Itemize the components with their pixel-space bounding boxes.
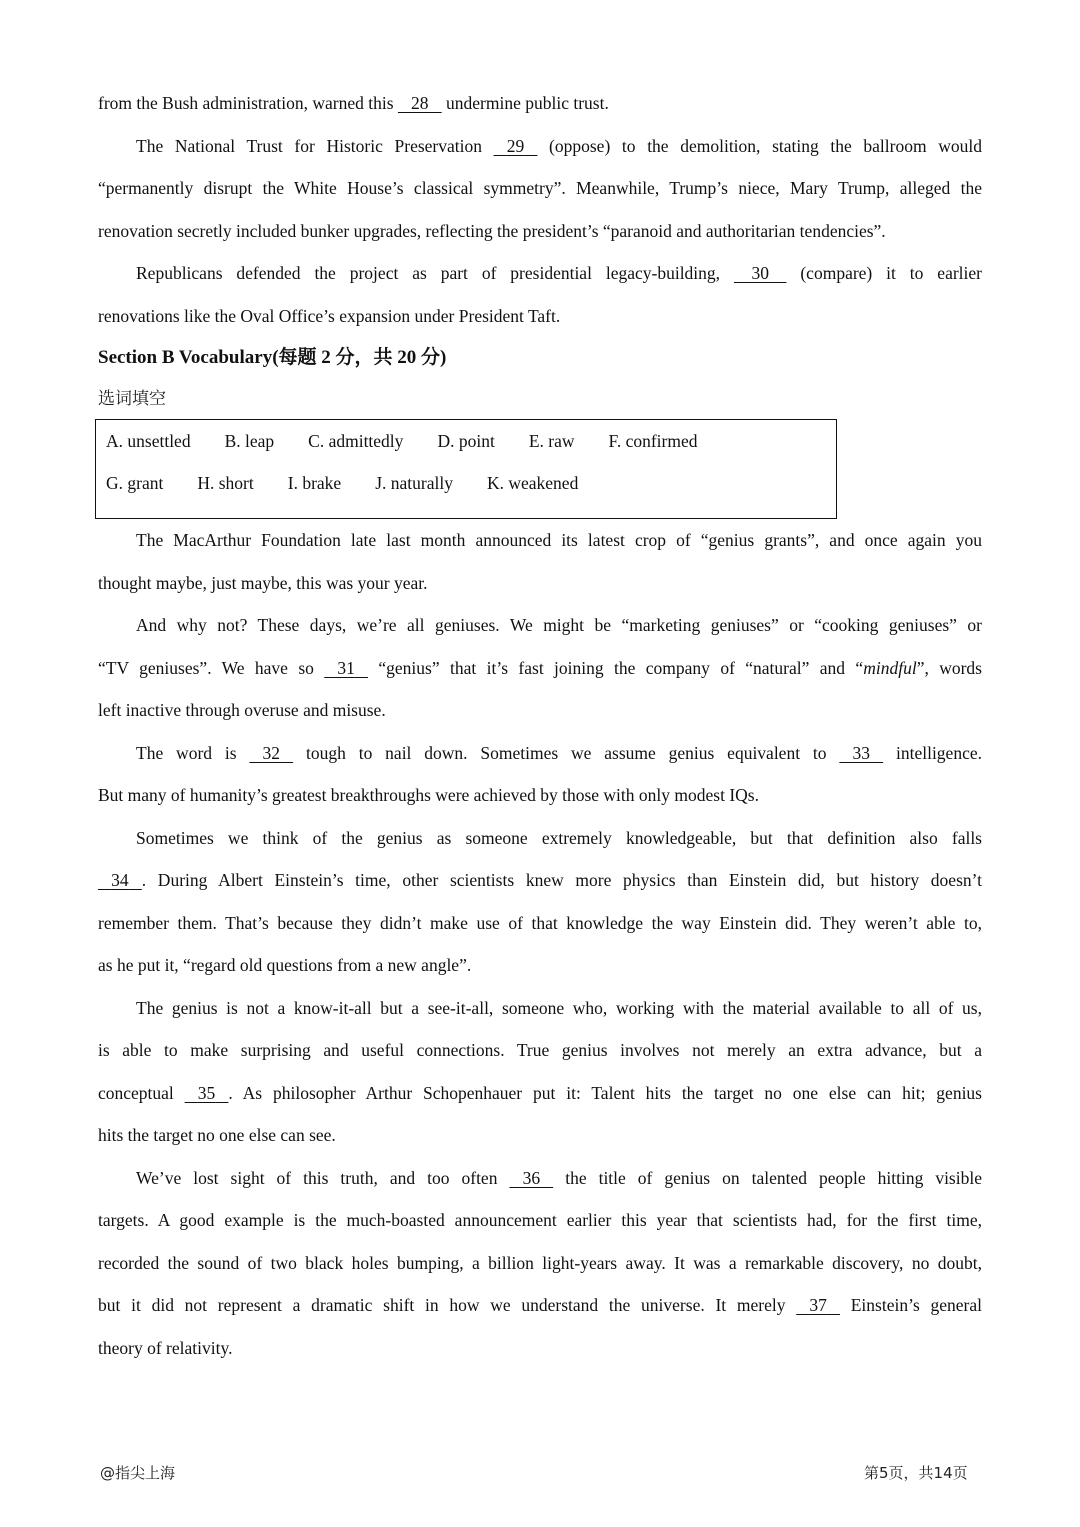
- text-line: renovation secretly included bunker upgrades, reflecting the president’s “paranoid and authoritarian tendencies”.: [98, 220, 886, 241]
- word-bank: [95, 419, 837, 519]
- section-heading: Section B Vocabulary(每题 2 分，共 20 分): [98, 347, 447, 368]
- text-line: from the Bush administration, warned this 28 undermine public trust.: [98, 82, 982, 125]
- word-option: E. raw: [528, 431, 575, 451]
- answer-blank-31[interactable]: 31: [337, 657, 355, 678]
- text-line: The National Trust for Historic Preservation 29 (oppose) to the demolition, stating the ballroom would: [98, 125, 982, 168]
- text-line: as he put it, “regard old questions from a new angle”.: [98, 955, 472, 975]
- answer-blank-37[interactable]: 37: [809, 1295, 827, 1315]
- document-page: [98, 82, 982, 1369]
- word-option: J. naturally: [375, 473, 453, 493]
- text-line: is able to make surprising and useful connections. True genius involves not merely an extra advance, but a: [98, 1040, 982, 1060]
- word-option: F. confirmed: [608, 431, 698, 451]
- answer-blank-36[interactable]: 36: [522, 1167, 541, 1188]
- word-bank-row-2: [96, 462, 836, 504]
- text-line: thought maybe, just maybe, this was your year.: [98, 572, 428, 593]
- text-line: The word is 32 tough to nail down. Sometimes we assume genius equivalent to 33 intelligence.: [98, 732, 982, 775]
- text-line: but it did not represent a dramatic shift in how we understand the universe. It merely 37 Einstein’s general: [98, 1284, 982, 1327]
- text-line: conceptual 35 . As philosopher Arthur Schopenhauer put it: Talent hits the target no one else can hit; genius: [98, 1072, 982, 1115]
- text-line: remember them. That’s because they didn’t make use of that knowledge the way Einstein did. They weren’t able to,: [98, 912, 982, 933]
- text-line: “permanently disrupt the White House’s classical symmetry”. Meanwhile, Trump’s niece, Mary Trump, alleged the: [98, 178, 982, 198]
- text-line: Sometimes we think of the genius as someone extremely knowledgeable, but that definition also falls: [136, 827, 982, 848]
- footer-source: @指尖上海: [100, 1464, 176, 1482]
- text-line: recorded the sound of two black holes bumping, a billion light-years away. It was a remarkable discovery, no doubt,: [98, 1252, 982, 1273]
- text-line: And why not? These days, we’re all geniuses. We might be “marketing geniuses” or “cooking geniuses” or: [136, 615, 982, 635]
- footer-page-number: 第5页，共14页: [864, 1464, 968, 1482]
- text-line: renovations like the Oval Office’s expansion under President Taft.: [98, 305, 561, 326]
- text-line: “TV geniuses”. We have so 31 “genius” that it’s fast joining the company of “natural” and “mindful”, words: [98, 647, 982, 690]
- word-option: I. brake: [287, 473, 342, 493]
- text-line: 34 . During Albert Einstein’s time, other scientists knew more physics than Einstein did, but history doesn’t: [98, 859, 982, 902]
- answer-blank-33[interactable]: 33: [852, 742, 870, 763]
- section-instruction: 选词填空: [98, 389, 166, 409]
- answer-blank-34[interactable]: 34: [111, 870, 129, 890]
- answer-blank-35[interactable]: 35: [197, 1082, 216, 1103]
- text-line: theory of relativity.: [98, 1337, 233, 1358]
- text-line: We’ve lost sight of this truth, and too often 36 the title of genius on talented people hitting visible: [98, 1157, 982, 1200]
- word-option: B. leap: [224, 431, 275, 451]
- answer-blank-28[interactable]: 28: [411, 93, 429, 113]
- answer-blank-29[interactable]: 29: [506, 135, 525, 156]
- word-option: D. point: [437, 431, 495, 451]
- text-line: Republicans defended the project as part of presidential legacy-building, 30 (compare) it to earlier: [98, 252, 982, 295]
- word-option: K. weakened: [486, 473, 579, 493]
- text-line: The MacArthur Foundation late last month announced its latest crop of “genius grants”, and once again you: [136, 530, 982, 550]
- text-line: targets. A good example is the much-boasted announcement earlier this year that scientists had, for the first time,: [98, 1210, 982, 1230]
- word-option: G. grant: [106, 473, 164, 493]
- word-bank-row-1: [96, 420, 836, 462]
- word-option: A. unsettled: [106, 431, 191, 451]
- word-option: C. admittedly: [308, 431, 404, 451]
- text-line: left inactive through overuse and misuse.: [98, 700, 386, 720]
- text-line: The genius is not a know-it-all but a see-it-all, someone who, working with the material available to all of us,: [136, 997, 982, 1018]
- answer-blank-32[interactable]: 32: [262, 742, 281, 763]
- text-line: But many of humanity’s greatest breakthroughs were achieved by those with only modest IQs.: [98, 785, 759, 805]
- word-option: H. short: [197, 473, 254, 493]
- text-line: hits the target no one else can see.: [98, 1125, 336, 1145]
- answer-blank-30[interactable]: 30: [751, 263, 769, 283]
